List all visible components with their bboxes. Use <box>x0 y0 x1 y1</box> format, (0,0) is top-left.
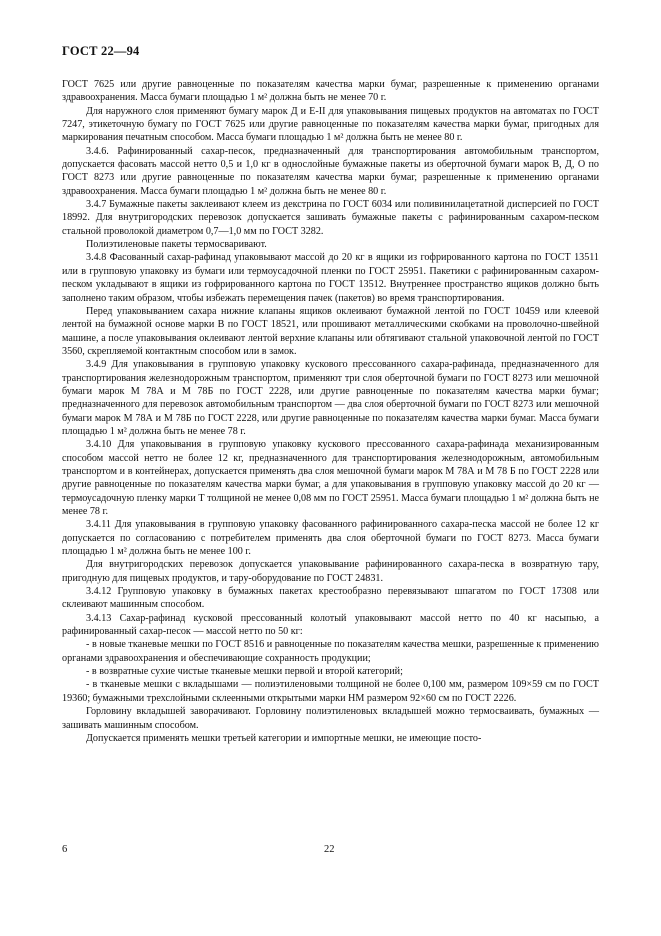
paragraph: Перед упаковыванием сахара нижние клапаны ящиков оклеивают бумажной лентой по ГОСТ 10459 или клеевой лентой на бумажной основе марки В по ГОСТ 18521, или прошивают металлическими скобками на проволочно-швейной машине, а после упаковывания оклеивают лентой верхние клапаны или обтягивают стальной упаковочной лентой по ГОСТ 3560, скрепляемой контактным способом или в замок. <box>62 305 599 357</box>
paragraph: Для наружного слоя применяют бумагу марок Д и Е-II для упаковывания пищевых продуктов на автоматах по ГОСТ 7247, этикеточную бумагу по ГОСТ 7625 или другие равноценные по показателям качества марки бумаг, пригодных для маркирования печатным способом. Масса бумаги площадью 1 м² должна быть не менее 80 г. <box>62 105 599 144</box>
document-header: ГОСТ 22—94 <box>62 44 140 58</box>
paragraph: Допускается применять мешки третьей категории и импортные мешки, не имеющие посто- <box>86 732 482 744</box>
paragraph: Полиэтиленовые пакеты термосваривают. <box>86 239 267 251</box>
page-number-center: 22 <box>324 844 335 855</box>
paragraph: 3.4.9 Для упаковывания в групповую упаковку кускового прессованного сахара-рафинада, предназначенного для транспортирования железнодорожным транспортом, применяют три слоя оберточной бумаги по ГОСТ 8273 или мешочной бумаги марок М 78А и М 78Б по ГОСТ 2228, или другие равноценные по показателям качества марки бумаг; предназначенного для перевозок автомобильным транспортом — два слоя оберточной бумаги по ГОСТ 8273 или мешочной бумаги марок М 78А и М 78Б по ГОСТ 2228, или другие равноценные по показателям качества марки бумаг. Масса бумаги площадью 1 м² должна быть не менее 78 г. <box>62 359 599 437</box>
paragraph: 3.4.12 Групповую упаковку в бумажных пакетах крестообразно перевязывают шпагатом по ГОСТ 17308 или склеивают машинным способом. <box>62 586 599 611</box>
paragraph: 3.4.6. Рафинированный сахар-песок, предназначенный для транспортирования автомобильным транспортом, допускается фасовать массой нетто 0,5 и 1,0 кг в однослойные бумажные пакеты из оберточной бумаги марок В, Д, О по ГОСТ 8273 или другие равноценные по показателям качества марки бумаг, разрешенные к применению органами здравоохранения. Масса бумаги площадью 1 м² должна быть не менее 80 г. <box>62 145 599 197</box>
paragraph: 3.4.8 Фасованный сахар-рафинад упаковывают массой до 20 кг в ящики из гофрированного картона по ГОСТ 13511 или в групповую упаковку из бумаги или термоусадочной пленки по ГОСТ 25951. Пакетики с рафинированным сахаром-песком укладывают в ящики из гофрированного картона по ГОСТ 13512. Внутреннее пространство ящиков должно быть заполнено таким образом, чтобы избежать перемещения пачек (пакетов) во время транспортирования. <box>62 252 599 304</box>
paragraph: 3.4.13 Сахар-рафинад кусковой прессованный колотый упаковывают массой нетто по 40 кг насыпью, а рафинированный сахар-песок — массой нетто по 50 кг: <box>62 612 599 638</box>
paragraph: 3.4.7 Бумажные пакеты заклеивают клеем из декстрина по ГОСТ 6034 или поливинилацетатной дисперсией по ГОСТ 18992. Для внутригородских перевозок допускается зашивать бумажные пакеты с рафинированным сахаром-песком стальной проволокой диаметром 0,7—1,0 мм по ГОСТ 3282. <box>62 199 599 237</box>
paragraph: 3.4.11 Для упаковывания в групповую упаковку фасованного рафинированного сахара-песка массой не более 12 кг допускается по согласованию с потребителем применять два слоя оберточной бумаги по ГОСТ 8273. Масса бумаги площадью 1 м² должна быть не менее 100 г. <box>62 519 599 558</box>
paragraph: ГОСТ 7625 или другие равноценные по показателям качества марки бумаг, разрешенные к применению органами здравоохранения. Масса бумаги площадью 1 м² должна быть не менее 70 г. <box>62 79 599 104</box>
paragraph: 3.4.10 Для упаковывания в групповую упаковку кускового прессованного сахара-рафинада механизированным способом массой нетто не более 12 кг, предназначенного для транспортирования железнодорожным, автомобильным транспортом и в контейнерах, допускается применять два слоя мешочной бумаги марок М 78А и М 78 Б по ГОСТ 2228 или другие равноценные по показателям качества марки бумаг, а для упаковывания в групповую упаковку массой до 20 кг — термоусадочную пленку марки Т толщиной не менее 0,08 мм по ГОСТ 25951. Масса бумаги площадью 1 м² должна быть не менее 78 г. <box>62 439 599 517</box>
list-item: - в новые тканевые мешки по ГОСТ 8516 и равноценные по показателям качества мешки, разрешенные к применению органами здравоохранения и обеспечивающие сохранность продукции; <box>62 639 599 664</box>
paragraph: Для внутригородских перевозок допускается упаковывание рафинированного сахара-песка в возвратную тару, пригодную для пищевых продуктов, и тару-оборудование по ГОСТ 24831. <box>62 559 599 584</box>
page-number-left: 6 <box>62 844 68 855</box>
list-item: - в тканевые мешки с вкладышами — полиэтиленовыми толщиной не более 0,100 мм, размером 109×59 см по ГОСТ 19360; бумажными трехслойными склеенными открытыми марки НМ размером 92×60 см по ГОСТ 2226. <box>62 679 599 704</box>
paragraph: Горловину вкладышей заворачивают. Горловину полиэтиленовых вкладышей можно термосваивать, бумажных — зашивать машинным способом. <box>62 706 599 731</box>
list-item: - в возвратные сухие чистые тканевые мешки первой и второй категорий; <box>86 666 403 678</box>
document-body <box>62 78 599 745</box>
